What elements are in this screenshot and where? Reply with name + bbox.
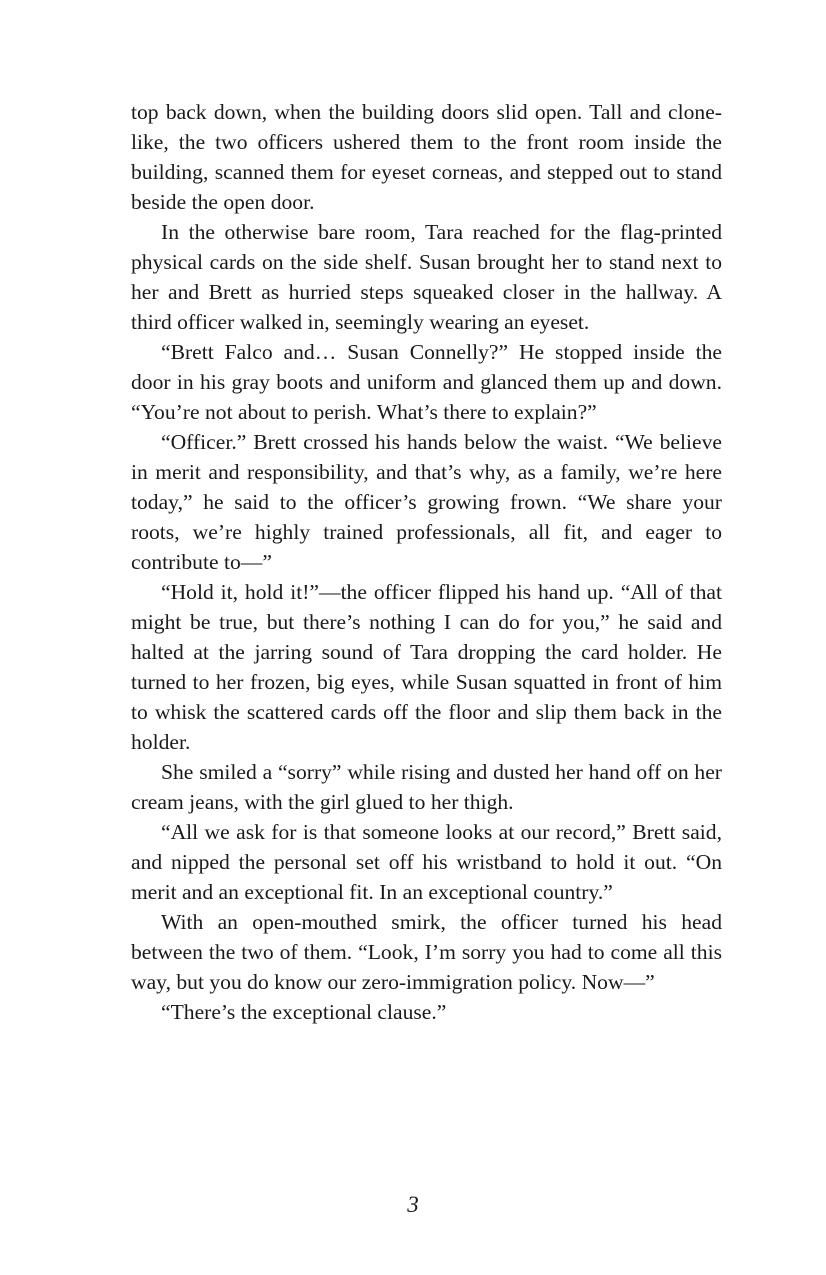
- paragraph-7: “All we ask for is that someone looks at our record,” Brett said, and nipped the personal set off his wristband to hold it out. “On merit and an exceptional fit. In an exceptional country.”: [131, 820, 722, 904]
- paragraph-2: In the otherwise bare room, Tara reached for the flag-printed physical cards on the side shelf. Susan brought her to stand next to her and Brett as hurried steps squeaked closer in the hallway. A third officer walked in, seemingly wearing an eyeset.: [131, 220, 722, 334]
- paragraph-5: “Hold it, hold it!”—the officer flipped his hand up. “All of that might be true, but there’s nothing I can do for you,” he said and halted at the jarring sound of Tara dropping the card holder. He turned to her frozen, big eyes, while Susan squatted in front of him to whisk the scattered cards off the floor and slip them back in the holder.: [131, 580, 722, 754]
- body-text: [131, 97, 722, 1027]
- paragraph-3: “Brett Falco and… Susan Connelly?” He stopped inside the door in his gray boots and uniform and glanced them up and down. “You’re not about to perish. What’s there to explain?”: [131, 340, 722, 424]
- paragraph-4: “Officer.” Brett crossed his hands below the waist. “We believe in merit and responsibility, and that’s why, as a family, we’re here today,” he said to the officer’s growing frown. “We share your roots, we’re highly trained professionals, all fit, and eager to contribute to—”: [131, 430, 722, 574]
- paragraph-1: top back down, when the building doors slid open. Tall and clone-like, the two officers ushered them to the front room inside the building, scanned them for eyeset corneas, and stepped out to stand beside the open door.: [131, 100, 722, 214]
- paragraph-9: “There’s the exceptional clause.”: [161, 1000, 447, 1024]
- paragraph-8: With an open-mouthed smirk, the officer turned his head between the two of them. “Look, I’m sorry you had to come all this way, but you do know our zero-immigration policy. Now—”: [131, 910, 722, 994]
- paragraph-6: She smiled a “sorry” while rising and dusted her hand off on her cream jeans, with the girl glued to her thigh.: [131, 760, 722, 814]
- page-number: 3: [407, 1192, 419, 1217]
